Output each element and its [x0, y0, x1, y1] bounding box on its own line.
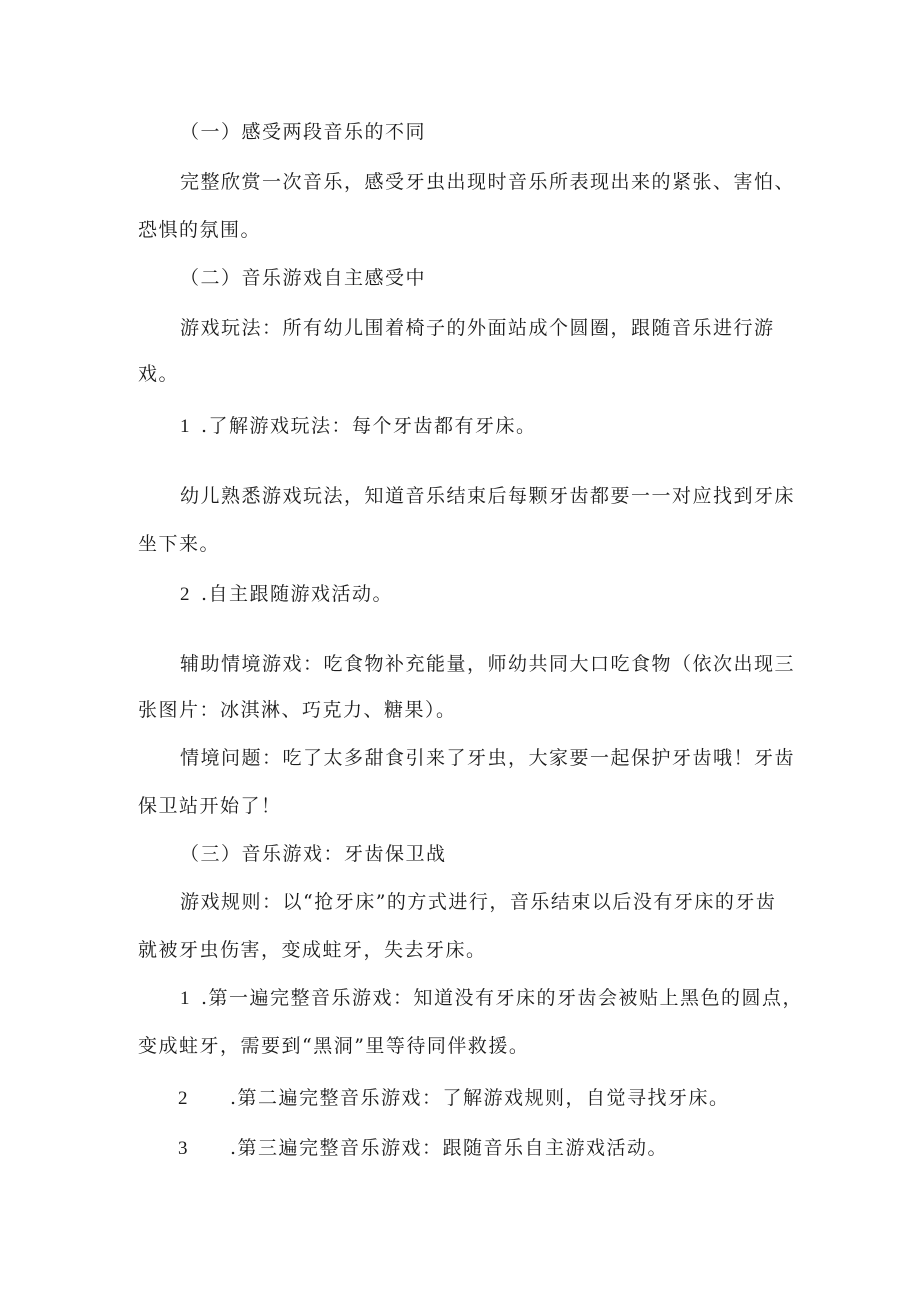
list-item-2 — [180, 582, 393, 607]
step-item-1 — [180, 986, 803, 1011]
paragraph-line: 游戏玩法：所有幼儿围着椅子的外面站成个圆圈，跟随音乐进行游 — [180, 317, 775, 339]
paragraph-line: 变成蛀牙，需要到“黑洞”里等待同伴救援。 — [138, 1035, 530, 1057]
step-item-2 — [178, 1086, 730, 1111]
list-item-text: .了解游戏玩法：每个牙齿都有牙床。 — [201, 415, 537, 437]
paragraph-line: 幼儿熟悉游戏玩法，知道音乐结束后每颗牙齿都要一一对应找到牙床 — [180, 485, 796, 507]
step-number: 1 — [180, 988, 191, 1009]
paragraph-line: 完整欣赏一次音乐，感受牙虫出现时音乐所表现出来的紧张、害怕、 — [180, 171, 796, 193]
step-item-3 — [178, 1136, 668, 1161]
list-item-number: 1 — [180, 416, 191, 437]
list-item-1 — [180, 414, 537, 439]
step-text: .第一遍完整音乐游戏：知道没有牙床的牙齿会被贴上黑色的圆点， — [201, 987, 804, 1009]
section-heading-3: （三）音乐游戏：牙齿保卫战 — [180, 843, 447, 865]
paragraph-line: 恐惧的氛围。 — [138, 219, 262, 241]
paragraph-line: 戏。 — [138, 363, 180, 385]
paragraph-line: 就被牙虫伤害，变成蛀牙，失去牙床。 — [138, 939, 487, 961]
paragraph-line: 坐下来。 — [138, 533, 221, 555]
section-heading-1: （一）感受两段音乐的不同 — [180, 121, 427, 143]
step-text: .第二遍完整音乐游戏：了解游戏规则，自觉寻找牙床。 — [230, 1087, 730, 1109]
list-item-text: .自主跟随游戏活动。 — [201, 583, 394, 605]
paragraph-line: 张图片：冰淇淋、巧克力、糖果）。 — [138, 699, 457, 721]
step-text: .第三遍完整音乐游戏：跟随音乐自主游戏活动。 — [230, 1137, 669, 1159]
step-number: 3 — [178, 1138, 189, 1159]
paragraph-line: 辅助情境游戏：吃食物补充能量，师幼共同大口吃食物（依次出现三 — [180, 653, 796, 675]
paragraph-line: 游戏规则：以“抢牙床”的方式进行，音乐结束以后没有牙床的牙齿 — [180, 891, 777, 913]
list-item-number: 2 — [180, 584, 191, 605]
step-number: 2 — [178, 1088, 189, 1109]
section-heading-2: （二）音乐游戏自主感受中 — [180, 267, 427, 289]
paragraph-line: 保卫站开始了！ — [138, 795, 282, 817]
paragraph-line: 情境问题：吃了太多甜食引来了牙虫，大家要一起保护牙齿哦！牙齿 — [180, 747, 796, 769]
